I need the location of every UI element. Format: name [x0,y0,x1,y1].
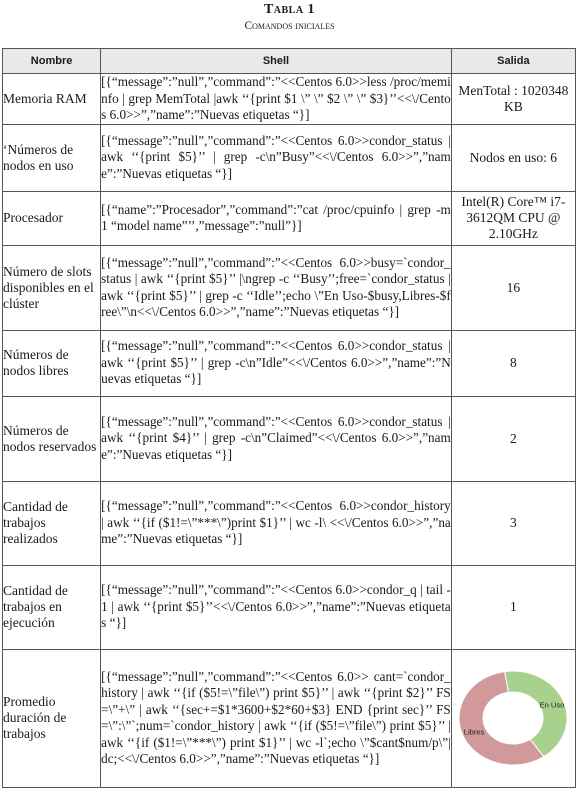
header-row [3,49,576,74]
row-shell: [{“message”:”null”,”command”:”<<Centos 6.0>>condor_status | awk ‘‘{print $5}’’ | grep -c\n”Idle”<<\/Centos 6.0>>”,”name”:”Nuevas etiquetas “}] [101,330,452,396]
table-row [3,396,576,481]
header-salida: Salida [451,49,575,74]
table-row [3,191,576,245]
row-output: 3 [451,481,575,565]
row-name: Números de nodos reservados [3,396,101,481]
table-caption [0,0,579,33]
donut-chart [457,668,569,768]
row-shell: [{“name”:”Procesador”,”command”:”cat /proc/cpuinfo | grep -m 1 “model name”’’,”message”:”null”}] [101,191,452,245]
row-name: Memoria RAM [3,74,101,125]
donut-label-en-uso: En Uso [540,700,565,710]
row-shell: [{“message”:”null”,”command”:”<<Centos 6.0>> cant=`condor_history | awk ‘‘{if ($5!=\”file\”) print $5}’’ | awk ‘‘{print $2}’’ FS=\”+\” | awk ‘‘{sec+=$1*3600+$2*60+$3} END {print sec}’’ FS=\”:\”`;num=`condor_history | awk ‘‘{if ($5!=\”file\”) print $5}’’ | awk ‘‘{if ($1!=\”***\”) print $1}’’ | wc -l`;echo \”$cant$num/p\”|dc;<<\/Centos 6.0>>”,”name”:”Nuevas etiquetas “}] [101,649,452,787]
table-row [3,649,576,787]
row-output: Intel(R) Core™ i7-3612QM CPU @ 2.10GHz [451,191,575,245]
row-shell: [{“message”:”null”,”command”:”<<Centos 6.0>>condor_history | awk ‘‘{if ($1!=\”***\”)print $1}’’ | wc -l\ <<\/Centos 6.0>>”,”name”:”Nuevas etiquetas “}] [101,481,452,565]
donut-label-libres: Libres [464,727,485,737]
table-row [3,245,576,330]
table-row [3,74,576,125]
table-row [3,330,576,396]
commands-table [2,48,576,788]
table-row [3,565,576,649]
row-name: ‘Números de nodos en uso [3,124,101,191]
row-name: Número de slots disponibles en el clúster [3,245,101,330]
row-output: MenTotal : 1020348 KB [451,74,575,125]
table-row [3,124,576,191]
row-shell: [{“message”:”null”,”command”:”<<Centos 6.0>>less /proc/meminfo | grep MemTotal |awk ‘‘{print $1 \” \” $2 \” \” $3}’’<<\/Centos 6.0>>”,”name”:”Nuevas etiquetas “}] [101,74,451,122]
row-output: 2 [451,396,575,481]
row-output: 8 [451,330,575,396]
row-name: Cantidad de trabajos en ejecución [3,565,101,649]
row-name: Cantidad de trabajos realizados [3,481,101,565]
header-shell: Shell [101,49,452,74]
row-output: 1 [451,565,575,649]
row-output: Nodos en uso: 6 [451,124,575,191]
row-name: Procesador [3,191,101,245]
header-nombre: Nombre [3,49,101,74]
row-output-chart [451,649,575,787]
table-subtitle: Comandos iniciales [244,20,335,32]
row-shell: [{“message”:”null”,”command”:”<<Centos 6.0>>condor_q | tail -1 | awk ‘‘{print $5}’’<<\/Centos 6.0>>”,”name”:”Nuevas etiquetas “}] [101,565,452,649]
row-output: 16 [451,245,575,330]
row-shell: [{“message”:”null”,”command”:”<<Centos 6.0>>condor_status | awk ‘‘{print $5}’’ | grep -c\n”Busy”<<\/Centos 6.0>>”,”name”:”Nuevas etiquetas “}] [101,124,452,191]
row-shell: [{“message”:”null”,”command”:”<<Centos 6.0>>condor_status | awk ‘‘{print $4}’’ | grep -c\n”Claimed”<<\/Centos 6.0>>”,”name”:”Nuevas etiquetas “}] [101,396,452,481]
row-shell: [{“message”:”null”,”command”:”<<Centos 6.0>>busy=`condor_status | awk ‘‘{print $5}’’ |\ngrep -c ‘‘Busy’’;free=`condor_status |awk ‘‘{print $5}’’ | grep -c ‘‘Idle’’;echo \”En Uso-$busy,Libres-$free\”\n<<\/Centos 6.0>>”,”name”:”Nuevas etiquetas “}] [101,245,452,330]
table-row [3,481,576,565]
table-title: Tabla 1 [263,2,316,17]
row-name: Promedio duración de trabajos [3,649,101,787]
row-name: Números de nodos libres [3,330,101,396]
donut-chart-container [452,668,575,768]
